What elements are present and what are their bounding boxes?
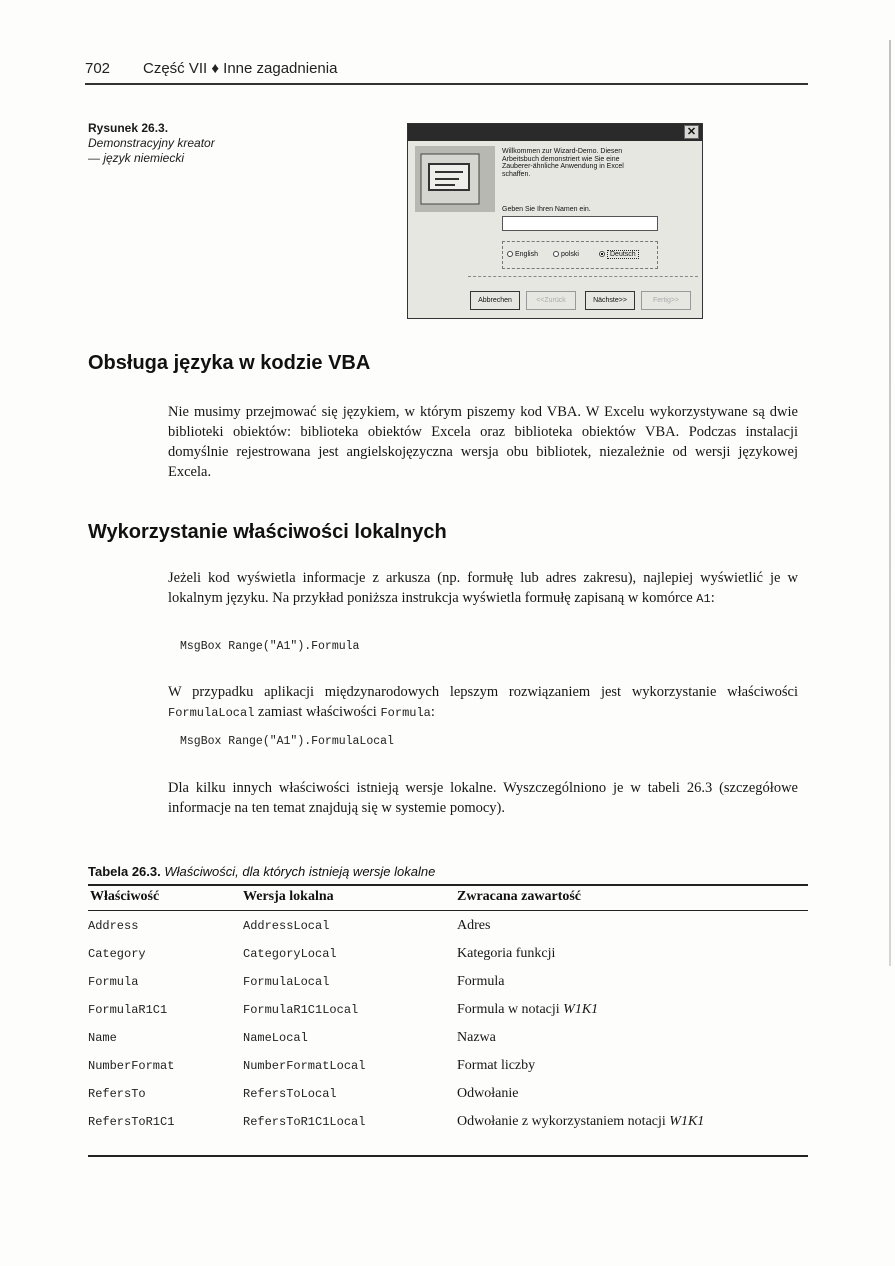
language-group xyxy=(502,241,658,269)
cell-content: Kategoria funkcji xyxy=(457,946,556,961)
next-button[interactable]: Nächste>> xyxy=(585,291,635,310)
back-button[interactable]: <<Zurück xyxy=(526,291,576,310)
radio-english-label: English xyxy=(515,251,538,258)
p2-text: W przypadku aplikacji międzynarodowych lepszym rozwiązaniem jest wykorzystanie właściwości xyxy=(168,684,798,700)
radio-polski-label: polski xyxy=(561,251,579,258)
cell-local: NameLocal xyxy=(243,1031,308,1045)
table-bottom-rule xyxy=(88,1155,808,1157)
section-heading-vba-language: Obsługa języka w kodzie VBA xyxy=(88,352,371,374)
table-label: Tabela 26.3. xyxy=(88,864,161,879)
figure-label: Rysunek 26.3. xyxy=(88,121,169,135)
section2-paragraph3: Dla kilku innych właściwości istnieją wersje lokalne. Wyszczególniono je w tabeli 26.3 (szczegółowe informacje na ten temat znajdują się w systemie pomocy). xyxy=(168,780,798,816)
cell-property: Address xyxy=(88,919,139,933)
radio-polski[interactable] xyxy=(553,251,579,258)
cell-content: Format liczby xyxy=(457,1058,536,1073)
dialog-titlebar xyxy=(408,124,702,141)
finish-button[interactable]: Fertig>> xyxy=(641,291,691,310)
table-row xyxy=(88,970,808,998)
table-row xyxy=(88,1026,808,1054)
table-caption xyxy=(88,864,435,879)
cell-property: FormulaR1C1 xyxy=(88,1003,168,1017)
table-header-rule xyxy=(88,910,808,911)
cell-content: Odwołanie xyxy=(457,1086,519,1101)
code-sample-formulalocal: MsgBox Range("A1").FormulaLocal xyxy=(180,735,394,748)
cell-local: NumberFormatLocal xyxy=(243,1059,366,1073)
cancel-button[interactable]: Abbrechen xyxy=(470,291,520,310)
table-title: Właściwości, dla których istnieją wersje lokalne xyxy=(164,864,436,879)
p2-code1: FormulaLocal xyxy=(168,706,255,720)
p2-end: : xyxy=(430,704,435,720)
cell-content: Nazwa xyxy=(457,1030,496,1045)
header-rule xyxy=(85,83,808,85)
dialog-welcome-text: Willkommen zur Wizard-Demo. Diesen Arbeitsbuch demonstriert wie Sie eine Zauberer-ähnliche Anwendung in Excel schaffen. xyxy=(502,148,624,178)
radio-english[interactable] xyxy=(507,251,538,258)
running-header xyxy=(85,60,808,82)
figure-caption-line1: Demonstracyjny kreator xyxy=(88,136,215,150)
page-edge-shadow xyxy=(889,40,891,966)
table-header-local-version: Wersja lokalna xyxy=(243,889,334,904)
table-row xyxy=(88,998,808,1026)
cell-local: RefersToLocal xyxy=(243,1087,337,1101)
name-prompt-label: Geben Sie Ihren Namen ein. xyxy=(502,206,591,213)
wizard-dialog xyxy=(407,123,703,319)
cell-property: NumberFormat xyxy=(88,1059,175,1073)
cell-local: FormulaLocal xyxy=(243,975,330,989)
cell-local: FormulaR1C1Local xyxy=(243,1003,359,1017)
cell-property: Category xyxy=(88,947,146,961)
cell-content: Odwołanie z wykorzystaniem notacji W1K1 xyxy=(457,1114,705,1129)
table-row xyxy=(88,1054,808,1082)
table-top-rule xyxy=(88,884,808,886)
dialog-divider xyxy=(468,276,698,277)
close-icon[interactable]: ✕ xyxy=(684,125,699,139)
table-header-returned-content: Zwracana zawartość xyxy=(457,889,582,904)
cell-property: Formula xyxy=(88,975,139,989)
section2-paragraph1 xyxy=(168,568,798,609)
p1-end: : xyxy=(710,590,715,606)
figure-caption-line2: — język niemiecki xyxy=(88,151,185,165)
code-sample-formula: MsgBox Range("A1").Formula xyxy=(180,640,360,653)
section2-paragraph2 xyxy=(168,682,798,723)
chapter-title: Część VII ♦ Inne zagadnienia xyxy=(143,60,338,77)
name-input[interactable] xyxy=(502,216,658,231)
cell-content: Formula xyxy=(457,974,505,989)
cell-local: AddressLocal xyxy=(243,919,330,933)
p2-mid: zamiast właściwości xyxy=(258,704,377,720)
cell-local: CategoryLocal xyxy=(243,947,337,961)
section-heading-local-properties: Wykorzystanie właściwości lokalnych xyxy=(88,521,447,543)
p1-code: A1 xyxy=(696,592,711,606)
section1-paragraph: Nie musimy przejmować się językiem, w którym piszemy kod VBA. W Excelu wykorzystywane są dwie biblioteki obiektów: biblioteka obiektów Excela oraz biblioteka obiektów VBA. Podczas instalacji domyślnie rejestrowana jest angielskojęzyczna wersja obu bibliotek, niezależnie od wersji językowej Excela. xyxy=(168,404,798,480)
table-row xyxy=(88,914,808,942)
table-row xyxy=(88,942,808,970)
p1-text: Jeżeli kod wyświetla informacje z arkusza (np. formułę lub adres zakresu), najlepiej wyświetlić je w lokalnym języku. Na przykład poniższa instrukcja wyświetla formułę zapisaną w komórce xyxy=(168,570,798,606)
cell-local: RefersToR1C1Local xyxy=(243,1115,366,1129)
cell-property: Name xyxy=(88,1031,117,1045)
table-row xyxy=(88,1082,808,1110)
table-header-property: Właściwość xyxy=(90,889,160,904)
cell-content: Adres xyxy=(457,918,491,933)
radio-deutsch-label: Deutsch xyxy=(607,250,639,259)
radio-deutsch[interactable] xyxy=(599,251,639,258)
cell-content: Formula w notacji W1K1 xyxy=(457,1002,599,1017)
cell-property: RefersToR1C1 xyxy=(88,1115,175,1129)
cell-property: RefersTo xyxy=(88,1087,146,1101)
p2-code2: Formula xyxy=(380,706,431,720)
table-row xyxy=(88,1110,808,1138)
page-number: 702 xyxy=(85,60,111,77)
figure-caption xyxy=(88,121,288,166)
wizard-illustration-icon xyxy=(415,146,495,212)
